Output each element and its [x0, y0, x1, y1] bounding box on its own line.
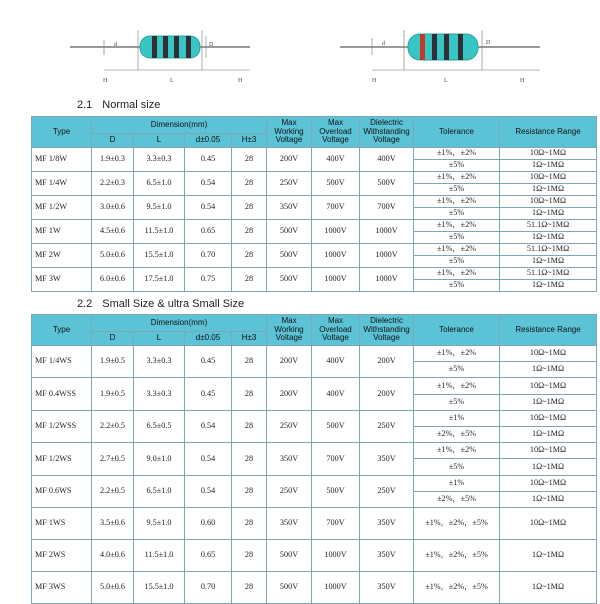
tolerance-cell: ±5% — [414, 459, 500, 475]
tolerance-cell: ±5% — [414, 280, 500, 292]
tolerance-cell: ±5% — [414, 362, 500, 378]
col-D: D — [92, 134, 134, 148]
D-cell: 2.2±0.5 — [92, 410, 134, 442]
type-cell: MF 1/4WS — [32, 346, 92, 378]
d-cell: 0.45 — [185, 148, 232, 172]
H-cell: 28 — [232, 244, 267, 268]
tolerance-cell: ±1%，±2% — [414, 244, 500, 256]
max-overload-cell: 500V — [312, 410, 360, 442]
tolerance-cell: ±1%，±2% — [414, 220, 500, 232]
dielectric-cell: 500V — [360, 172, 414, 196]
L-label-left: L — [170, 78, 174, 84]
H-label-right-2: H — [520, 78, 525, 84]
type-cell: MF 2WS — [32, 539, 92, 571]
D-cell: 3.5±0.6 — [92, 507, 134, 539]
dielectric-cell: 200V — [360, 378, 414, 410]
resistance-cell: 1Ω~1MΩ — [500, 539, 597, 571]
resistance-cell: 1Ω~1MΩ — [500, 459, 597, 475]
tolerance-cell: ±5% — [414, 208, 500, 220]
type-cell: MF 1/2W — [32, 196, 92, 220]
resistance-cell: 51.1Ω~1MΩ — [500, 268, 597, 280]
d-cell: 0.54 — [185, 172, 232, 196]
table-row — [32, 378, 597, 394]
dielectric-cell: 250V — [360, 410, 414, 442]
d-cell: 0.54 — [185, 410, 232, 442]
tolerance-cell: ±1%，±2%，±5% — [414, 571, 500, 603]
type-cell: MF 1/4W — [32, 172, 92, 196]
dielectric-cell: 350V — [360, 507, 414, 539]
tolerance-cell: ±5% — [414, 232, 500, 244]
dielectric-cell: 1000V — [360, 268, 414, 292]
col-max-overload: Max Overload Voltage — [312, 315, 360, 346]
section-heading-normal — [77, 99, 160, 111]
type-cell: MF 3WS — [32, 571, 92, 603]
resistance-cell: 10Ω~1MΩ — [500, 507, 597, 539]
normal-size-table-body — [32, 148, 597, 292]
resistance-cell: 1Ω~1MΩ — [500, 426, 597, 442]
table-row — [32, 475, 597, 491]
max-overload-cell: 1000V — [312, 244, 360, 268]
col-max-working: Max Working Voltage — [267, 315, 312, 346]
tolerance-cell: ±1%，±2% — [414, 148, 500, 160]
L-cell: 9.5±1.0 — [134, 196, 185, 220]
col-max-working: Max Working Voltage — [267, 117, 312, 148]
H-cell: 28 — [232, 148, 267, 172]
col-d: d±0.05 — [185, 134, 232, 148]
L-cell: 17.5±1.0 — [134, 268, 185, 292]
max-overload-cell: 1000V — [312, 571, 360, 603]
col-type: Type — [32, 315, 92, 346]
d-cell: 0.45 — [185, 378, 232, 410]
section-number: 2.1 — [77, 99, 93, 111]
resistance-cell: 1Ω~1MΩ — [500, 208, 597, 220]
type-cell: MF 0.4WSS — [32, 378, 92, 410]
col-tolerance: Tolerance — [414, 315, 500, 346]
D-cell: 2.2±0.3 — [92, 172, 134, 196]
L-cell: 11.5±1.0 — [134, 539, 185, 571]
L-cell: 6.5±0.5 — [134, 410, 185, 442]
table-row — [32, 410, 597, 426]
max-overload-cell: 400V — [312, 148, 360, 172]
dielectric-cell: 1000V — [360, 220, 414, 244]
col-L: L — [134, 134, 185, 148]
D-label-left: D — [209, 42, 214, 48]
tolerance-cell: ±5% — [414, 394, 500, 410]
H-cell: 28 — [232, 346, 267, 378]
col-H: H±3 — [232, 332, 267, 346]
max-overload-cell: 1000V — [312, 268, 360, 292]
tolerance-cell: ±1%，±2% — [414, 172, 500, 184]
tolerance-cell: ±5% — [414, 256, 500, 268]
resistance-cell: 1Ω~1MΩ — [500, 232, 597, 244]
col-resistance: Resistance Range — [500, 315, 597, 346]
resistance-cell: 10Ω~1MΩ — [500, 196, 597, 208]
D-cell: 2.7±0.5 — [92, 443, 134, 475]
type-cell: MF 1/2WS — [32, 443, 92, 475]
resistance-cell: 1Ω~1MΩ — [500, 571, 597, 603]
max-working-cell: 350V — [267, 196, 312, 220]
tolerance-cell: ±5% — [414, 184, 500, 196]
H-cell: 28 — [232, 220, 267, 244]
table-row — [32, 196, 597, 208]
d-cell: 0.70 — [185, 571, 232, 603]
dielectric-cell: 350V — [360, 539, 414, 571]
max-working-cell: 500V — [267, 220, 312, 244]
resistance-cell: 1Ω~1MΩ — [500, 160, 597, 172]
max-working-cell: 250V — [267, 475, 312, 507]
d-cell: 0.70 — [185, 244, 232, 268]
resistance-cell: 1Ω~1MΩ — [500, 491, 597, 507]
H-label-left-1: H — [103, 78, 108, 84]
H-cell: 28 — [232, 196, 267, 220]
H-cell: 28 — [232, 507, 267, 539]
max-overload-cell: 700V — [312, 507, 360, 539]
d-cell: 0.65 — [185, 220, 232, 244]
type-cell: MF 1WS — [32, 507, 92, 539]
L-cell: 6.5±1.0 — [134, 172, 185, 196]
D-cell: 5.0±0.6 — [92, 571, 134, 603]
col-dimension: Dimension(mm) — [92, 117, 267, 134]
section-title: Normal size — [102, 99, 161, 111]
H-label-right-1: H — [372, 78, 377, 84]
table-row — [32, 539, 597, 571]
resistance-cell: 51.1Ω~1MΩ — [500, 244, 597, 256]
dielectric-cell: 700V — [360, 196, 414, 220]
d-cell: 0.54 — [185, 475, 232, 507]
L-cell: 3.3±0.3 — [134, 378, 185, 410]
max-overload-cell: 1000V — [312, 220, 360, 244]
resistance-cell: 10Ω~1MΩ — [500, 346, 597, 362]
resistor-diagram — [0, 0, 600, 96]
col-D: D — [92, 332, 134, 346]
col-L: L — [134, 332, 185, 346]
resistor-left — [70, 30, 250, 84]
resistance-cell: 1Ω~1MΩ — [500, 280, 597, 292]
max-overload-cell: 1000V — [312, 539, 360, 571]
max-working-cell: 500V — [267, 268, 312, 292]
col-resistance: Resistance Range — [500, 117, 597, 148]
max-working-cell: 200V — [267, 148, 312, 172]
type-cell: MF 0.6WS — [32, 475, 92, 507]
L-label-right: L — [444, 78, 448, 84]
type-cell: MF 1W — [32, 220, 92, 244]
tolerance-cell: ±1% — [414, 475, 500, 491]
L-cell: 15.5±1.0 — [134, 244, 185, 268]
max-working-cell: 500V — [267, 244, 312, 268]
dielectric-cell: 350V — [360, 571, 414, 603]
dielectric-cell: 250V — [360, 475, 414, 507]
D-cell: 1.9±0.3 — [92, 148, 134, 172]
D-cell: 3.0±0.6 — [92, 196, 134, 220]
resistance-cell: 10Ω~1MΩ — [500, 443, 597, 459]
H-cell: 28 — [232, 475, 267, 507]
d-cell: 0.65 — [185, 539, 232, 571]
col-tolerance: Tolerance — [414, 117, 500, 148]
type-cell: MF 2W — [32, 244, 92, 268]
tolerance-cell: ±5% — [414, 160, 500, 172]
d-cell: 0.54 — [185, 196, 232, 220]
H-cell: 28 — [232, 571, 267, 603]
d-label-left: d — [114, 42, 117, 48]
max-working-cell: 200V — [267, 378, 312, 410]
max-working-cell: 250V — [267, 172, 312, 196]
col-d: d±0.05 — [185, 332, 232, 346]
d-label-right: d — [382, 41, 385, 47]
d-cell: 0.75 — [185, 268, 232, 292]
max-overload-cell: 700V — [312, 196, 360, 220]
max-overload-cell: 400V — [312, 378, 360, 410]
max-working-cell: 500V — [267, 571, 312, 603]
table-row — [32, 571, 597, 603]
max-working-cell: 350V — [267, 507, 312, 539]
tolerance-cell: ±1%，±2%，±5% — [414, 539, 500, 571]
tolerance-cell: ±1%，±2% — [414, 378, 500, 394]
max-working-cell: 250V — [267, 410, 312, 442]
max-overload-cell: 500V — [312, 172, 360, 196]
tolerance-cell: ±1%，±2% — [414, 443, 500, 459]
tolerance-cell: ±2%，±5% — [414, 491, 500, 507]
L-cell: 15.5±1.0 — [134, 571, 185, 603]
type-cell: MF 1/2WSS — [32, 410, 92, 442]
resistance-cell: 10Ω~1MΩ — [500, 378, 597, 394]
d-cell: 0.54 — [185, 443, 232, 475]
L-cell: 6.5±1.0 — [134, 475, 185, 507]
d-cell: 0.60 — [185, 507, 232, 539]
max-overload-cell: 700V — [312, 443, 360, 475]
col-dielectric: Dielectric Withstanding Voltage — [360, 315, 414, 346]
resistance-cell: 10Ω~1MΩ — [500, 475, 597, 491]
table-row — [32, 443, 597, 459]
D-cell: 1.9±0.5 — [92, 346, 134, 378]
max-overload-cell: 500V — [312, 475, 360, 507]
table-row — [32, 346, 597, 362]
tolerance-cell: ±2%，±5% — [414, 426, 500, 442]
H-label-left-2: H — [238, 78, 243, 84]
max-working-cell: 200V — [267, 346, 312, 378]
L-cell: 3.3±0.3 — [134, 346, 185, 378]
resistor-right — [340, 30, 540, 84]
col-H: H±3 — [232, 134, 267, 148]
tolerance-cell: ±1%，±2% — [414, 196, 500, 208]
col-dimension: Dimension(mm) — [92, 315, 267, 332]
table-row — [32, 507, 597, 539]
D-cell: 2.2±0.5 — [92, 475, 134, 507]
L-cell: 11.5±1.0 — [134, 220, 185, 244]
table-row — [32, 244, 597, 256]
section-heading-small — [77, 298, 244, 310]
D-cell: 1.9±0.5 — [92, 378, 134, 410]
table-row — [32, 220, 597, 232]
resistance-cell: 10Ω~1MΩ — [500, 172, 597, 184]
L-cell: 3.3±0.3 — [134, 148, 185, 172]
type-cell: MF 3W — [32, 268, 92, 292]
small-size-table — [31, 314, 597, 604]
max-working-cell: 350V — [267, 443, 312, 475]
table-row — [32, 148, 597, 160]
L-cell: 9.0±1.0 — [134, 443, 185, 475]
H-cell: 28 — [232, 539, 267, 571]
tolerance-cell: ±1%，±2%，±5% — [414, 507, 500, 539]
section-title: Small Size & ultra Small Size — [102, 298, 245, 310]
type-cell: MF 1/8W — [32, 148, 92, 172]
H-cell: 28 — [232, 443, 267, 475]
tolerance-cell: ±1%，±2% — [414, 268, 500, 280]
resistance-cell: 1Ω~1MΩ — [500, 184, 597, 196]
dielectric-cell: 400V — [360, 148, 414, 172]
max-overload-cell: 400V — [312, 346, 360, 378]
resistance-cell: 51.1Ω~1MΩ — [500, 220, 597, 232]
D-cell: 4.5±0.6 — [92, 220, 134, 244]
dielectric-cell: 200V — [360, 346, 414, 378]
D-cell: 4.0±0.6 — [92, 539, 134, 571]
L-cell: 9.5±1.0 — [134, 507, 185, 539]
resistance-cell: 1Ω~1MΩ — [500, 256, 597, 268]
table-row — [32, 172, 597, 184]
d-cell: 0.45 — [185, 346, 232, 378]
normal-size-table — [31, 116, 597, 292]
max-working-cell: 500V — [267, 539, 312, 571]
tolerance-cell: ±1%，±2% — [414, 346, 500, 362]
resistance-cell: 1Ω~1MΩ — [500, 362, 597, 378]
H-cell: 28 — [232, 268, 267, 292]
dielectric-cell: 1000V — [360, 244, 414, 268]
D-cell: 6.0±0.6 — [92, 268, 134, 292]
col-type: Type — [32, 117, 92, 148]
col-max-overload: Max Overload Voltage — [312, 117, 360, 148]
resistance-cell: 1Ω~1MΩ — [500, 394, 597, 410]
D-label-right: D — [486, 40, 491, 46]
resistance-cell: 10Ω~1MΩ — [500, 410, 597, 426]
H-cell: 28 — [232, 172, 267, 196]
dielectric-cell: 350V — [360, 443, 414, 475]
section-number: 2.2 — [77, 298, 93, 310]
table-row — [32, 268, 597, 280]
small-size-table-body — [32, 346, 597, 604]
H-cell: 28 — [232, 378, 267, 410]
D-cell: 5.0±0.6 — [92, 244, 134, 268]
H-cell: 28 — [232, 410, 267, 442]
col-dielectric: Dielectric Withstanding Voltage — [360, 117, 414, 148]
tolerance-cell: ±1% — [414, 410, 500, 426]
resistance-cell: 10Ω~1MΩ — [500, 148, 597, 160]
